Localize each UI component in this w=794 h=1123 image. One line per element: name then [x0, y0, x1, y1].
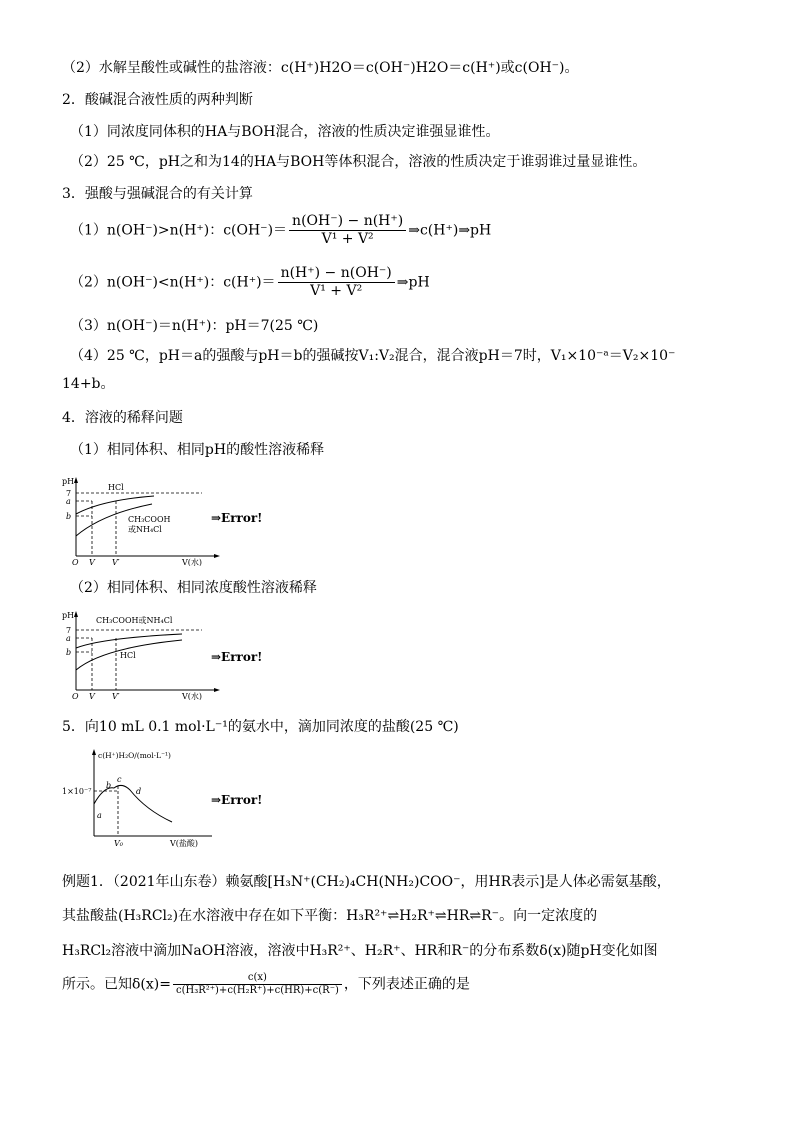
- fraction-denominator: c(H₃R²⁺)+c(H₂R⁺)+c(HR)+c(R⁻): [175, 985, 339, 996]
- curve-label: 或NH₄Cl: [128, 525, 162, 534]
- axis-label: pH: [62, 477, 75, 486]
- text-line: （2）相同体积、相同浓度酸性溶液稀释: [70, 580, 317, 596]
- tick-label: 7: [66, 489, 72, 498]
- formula-prefix: 所示。已知δ(x)=: [62, 976, 171, 993]
- curve-label: CH₃COOH或NH₄Cl: [96, 616, 173, 625]
- point-label: d: [136, 787, 142, 796]
- curve-label: HCl: [120, 651, 136, 660]
- formula-prefix: （2）n(OH⁻)<n(H⁺)：c(H⁺)＝: [70, 274, 276, 291]
- axis-label: c(H⁺)H₂O/(mol·L⁻¹): [98, 751, 171, 760]
- point-label: b: [106, 781, 112, 790]
- curve-label: CH₃COOH: [128, 515, 171, 524]
- text-line: （3）n(OH⁻)＝n(H⁺)：pH＝7(25 ℃): [70, 318, 319, 334]
- fraction-denominator: V¹ + V²: [321, 231, 374, 247]
- curve-label: HCl: [108, 483, 124, 492]
- formula-line: [70, 265, 430, 300]
- fraction-numerator: n(H⁺) − n(OH⁻): [278, 265, 395, 283]
- section-heading: 3．强酸与强碱混合的有关计算: [62, 186, 253, 202]
- example-text-line: 例题1．（2021年山东卷）赖氨酸[H₃N⁺(CH₂)₄CH(NH₂)COO⁻，用HR表示]是人体必需氨基酸，: [62, 874, 671, 890]
- formula-suffix: ⇒c(H⁺)⇒pH: [408, 222, 492, 239]
- titration-figure: [62, 746, 222, 858]
- text-line: （1）相同体积、相同pH的酸性溶液稀释: [70, 442, 325, 458]
- tick-label: 7: [66, 626, 72, 635]
- formula-prefix: （1）n(OH⁻)>n(H⁺)：c(OH⁻)＝: [70, 222, 288, 239]
- example-text-line: 其盐酸盐(H₃RCl₂)在水溶液中存在如下平衡：H₃R²⁺⇌H₂R⁺⇌HR⇌R⁻。向一定浓度的: [62, 908, 598, 924]
- point-label: c: [117, 775, 122, 784]
- tick-label: b: [66, 512, 72, 521]
- tick-label: a: [66, 634, 71, 643]
- result-text: ⇒Error!: [211, 793, 263, 807]
- dilution-figure-1: [62, 474, 222, 570]
- axis-label: V(水): [182, 558, 203, 566]
- section-heading: 2．酸碱混合液性质的两种判断: [62, 92, 253, 108]
- formula-suffix: ，下列表述正确的是: [343, 976, 470, 993]
- text-line: （1）同浓度同体积的HA与BOH混合，溶液的性质决定谁强显谁性。: [70, 124, 500, 140]
- fraction: [289, 213, 406, 248]
- axis-label: V(盐酸): [170, 839, 199, 848]
- text-line: （2）水解呈酸性或碱性的盐溶液：c(H⁺)H2O＝c(OH⁻)H2O＝c(H⁺)或c(OH⁻)。: [62, 60, 579, 76]
- dilution-figure-2: [62, 608, 222, 704]
- formula-line: [70, 213, 491, 248]
- tick-label: O: [72, 558, 79, 566]
- fraction-numerator: n(OH⁻) − n(H⁺): [289, 213, 406, 231]
- axis-label: V(水): [182, 692, 203, 700]
- fraction: [173, 972, 342, 997]
- tick-label: V: [89, 558, 95, 566]
- result-text: ⇒Error!: [211, 650, 263, 664]
- tick-label: b: [66, 648, 72, 657]
- axis-label: pH: [62, 611, 75, 620]
- tick-label: a: [66, 497, 71, 506]
- fraction: [278, 265, 395, 300]
- section-heading: 4．溶液的稀释问题: [62, 410, 183, 426]
- formula-suffix: ⇒pH: [396, 274, 430, 291]
- tick-label: V′: [112, 558, 120, 566]
- tick-label: O: [72, 692, 79, 700]
- result-text: ⇒Error!: [211, 511, 263, 525]
- example-text-line: H₃RCl₂溶液中滴加NaOH溶液，溶液中H₃R²⁺、H₂R⁺、HR和R⁻的分布系数δ(x)随pH变化如图: [62, 943, 658, 959]
- tick-label: V: [89, 692, 95, 700]
- text-line: （4）25 ℃，pH＝a的强酸与pH＝b的强碱按V₁:V₂混合，混合液pH＝7时，V₁×10⁻ᵃ＝V₂×10⁻: [70, 348, 676, 364]
- formula-line: [62, 972, 470, 997]
- tick-label: V′: [112, 692, 120, 700]
- text-line: 14+b。: [62, 376, 115, 392]
- point-label: a: [97, 811, 102, 820]
- text-line: （2）25 ℃，pH之和为14的HA与BOH等体积混合，溶液的性质决定于谁弱谁过量显谁性。: [70, 154, 647, 170]
- tick-label: V₀: [114, 839, 123, 848]
- tick-label: 1×10⁻⁷: [62, 787, 92, 796]
- section-heading: 5．向10 mL 0.1 mol·L⁻¹的氨水中，滴加同浓度的盐酸(25 ℃): [62, 719, 459, 735]
- fraction-numerator: c(x): [173, 972, 342, 985]
- fraction-denominator: V¹ + V²: [310, 283, 363, 299]
